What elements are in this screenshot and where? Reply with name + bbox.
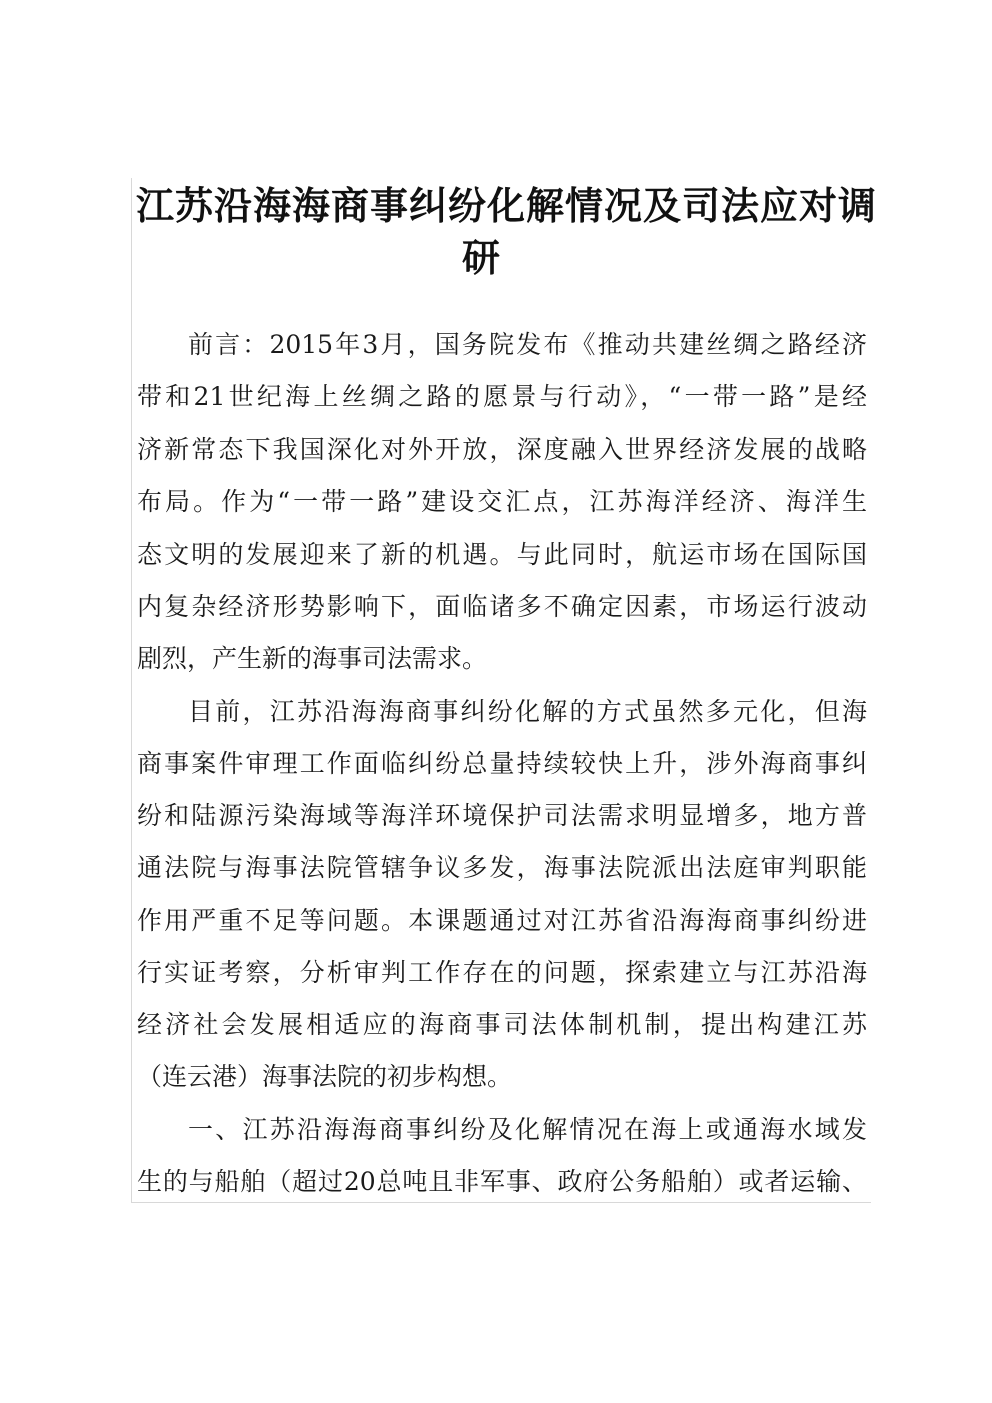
- paragraph-2-line-5: 作用严重不足等问题。本课题通过对江苏省沿海海商事纠纷进: [137, 906, 867, 935]
- paragraph-1-line-6: 内复杂经济形势影响下，面临诸多不确定因素，市场运行波动: [137, 592, 867, 621]
- paragraph-2-line-2: 商事案件审理工作面临纠纷总量持续较快上升，涉外海商事纠: [137, 749, 867, 778]
- paragraph-1-line-1: 前言：2015年3月，国务院发布《推动共建丝绸之路经济: [188, 330, 867, 359]
- paragraph-2-line-6: 行实证考察，分析审判工作存在的问题，探索建立与江苏沿海: [137, 958, 867, 987]
- paragraph-1-line-5: 态文明的发展迎来了新的机遇。与此同时，航运市场在国际国: [137, 540, 867, 569]
- paragraph-2-line-1: 目前，江苏沿海海商事纠纷化解的方式虽然多元化，但海: [188, 697, 867, 726]
- document-title-line-1: 江苏沿海海商事纠纷化解情况及司法应对调: [136, 184, 878, 228]
- page-border-left: [131, 178, 132, 1203]
- paragraph-3-line-2: 生的与船舶（超过20总吨且非军事、政府公务船舶）或者运输、: [137, 1167, 867, 1196]
- paragraph-1-line-7: 剧烈，产生新的海事司法需求。: [137, 644, 488, 673]
- document-title-line-2: 研: [462, 236, 502, 280]
- paragraph-2-line-7: 经济社会发展相适应的海商事司法体制机制，提出构建江苏: [137, 1010, 867, 1039]
- paragraph-2-line-3: 纷和陆源污染海域等海洋环境保护司法需求明显增多，地方普: [137, 801, 867, 830]
- paragraph-2-line-8: （连云港）海事法院的初步构想。: [137, 1062, 513, 1091]
- paragraph-1-line-2: 带和21世纪海上丝绸之路的愿景与行动》，“一带一路”是经: [137, 382, 867, 411]
- paragraph-1-line-3: 济新常态下我国深化对外开放，深度融入世界经济发展的战略: [137, 435, 867, 464]
- paragraph-3-line-1: 一、江苏沿海海商事纠纷及化解情况在海上或通海水域发: [188, 1115, 867, 1144]
- paragraph-1-line-4: 布局。作为“一带一路”建设交汇点，江苏海洋经济、海洋生: [137, 487, 867, 516]
- paragraph-2-line-4: 通法院与海事法院管辖争议多发，海事法院派出法庭审判职能: [137, 853, 867, 882]
